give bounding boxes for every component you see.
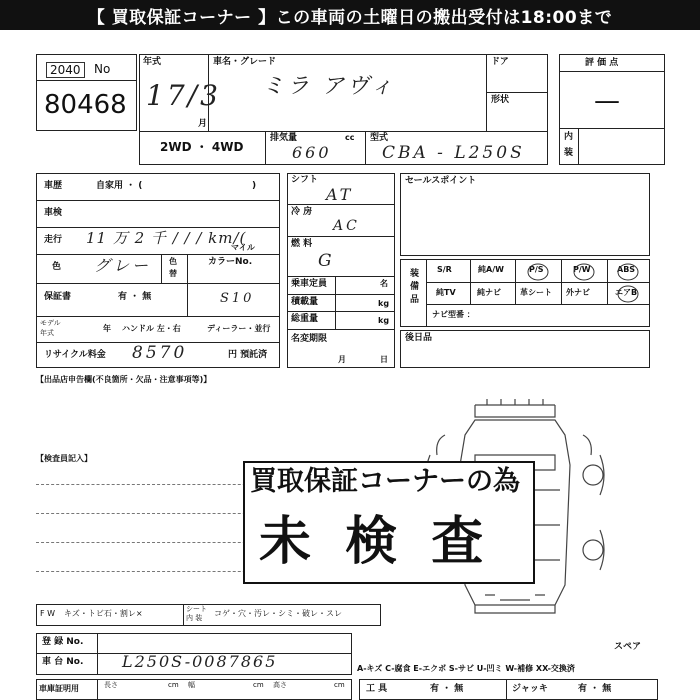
equip-abs: ABS	[617, 265, 636, 274]
seat-text: コゲ・穴・汚レ・シミ・破レ・スレ	[214, 609, 342, 618]
equipment-check-marks	[515, 259, 655, 304]
seat-label-1: シート	[186, 605, 207, 613]
model-label: 型式	[370, 133, 389, 143]
chassis-value: L250S-0087865	[122, 652, 278, 671]
damage-legend: A-キズ C-腐食 E-エクボ S-サビ U-凹ミ W-補修 XX-交換済	[357, 664, 575, 673]
rear-items-box	[400, 330, 650, 368]
model-value: CBA - L250S	[382, 143, 525, 163]
spare-label: スペア	[614, 642, 642, 652]
cert-width-unit: cm	[253, 681, 264, 689]
equip-power-steering: P/S	[529, 265, 544, 274]
cert-height-label: 高さ	[273, 681, 287, 689]
displacement-label: 排気量	[270, 133, 298, 143]
fuel-value: G	[318, 251, 335, 271]
fuel-label: 燃 料	[291, 239, 313, 249]
dealer-type: ディーラー・並行	[207, 324, 271, 333]
garage-cert-label: 車庫証明用	[39, 684, 79, 693]
interior-label-2: 装	[564, 148, 574, 158]
model-year-unit: 年	[103, 324, 111, 333]
seat-label-2: 内 装	[186, 614, 203, 622]
capacity-unit: 名	[380, 279, 388, 288]
history-close: )	[252, 181, 257, 191]
sales-point-label: セールスポイント	[405, 176, 477, 186]
ac-label: 冷 房	[291, 207, 313, 217]
history-text: 自家用 ・ (	[96, 181, 143, 191]
jack-value: 有 ・ 無	[578, 684, 612, 694]
capacity-label: 乗車定員	[291, 279, 328, 289]
stamp-line-1: 買取保証コーナーの為	[250, 466, 520, 497]
notice-label: 【出品店申告欄(不良箇所・欠品・注意事項等)】	[36, 375, 212, 384]
warranty-text: 有 ・ 無	[118, 292, 152, 302]
lot-code: 2040	[46, 62, 85, 78]
fw-text: キズ・トビ石・割レ×	[64, 609, 143, 618]
year-value: 17/3	[146, 79, 221, 112]
year-month-unit: 月	[198, 119, 208, 129]
lot-number: 80468	[44, 90, 127, 120]
car-name-label: 車名・グレード	[213, 57, 277, 67]
score-value: —	[594, 86, 620, 116]
drive-type: 2WD ・ 4WD	[160, 140, 244, 154]
lot-no-label: No	[94, 62, 111, 76]
cert-length-unit: cm	[168, 681, 179, 689]
rear-items-label: 後日品	[405, 333, 433, 343]
warranty-label: 保証書	[44, 292, 72, 302]
fw-label: F W	[40, 609, 56, 618]
color-label: 色	[52, 262, 62, 272]
shift-value: AT	[326, 185, 354, 204]
mileage-value: 11 万 2 千 / / / km/(	[86, 229, 247, 247]
recycle-label: リサイクル料金	[44, 350, 106, 360]
cert-length-label: 長さ	[104, 681, 118, 689]
gross-label: 総重量	[291, 314, 319, 324]
handle-side: ハンドル 左・右	[122, 324, 181, 333]
recycle-unit: 円 預託済	[228, 350, 268, 360]
name-change-day: 日	[380, 355, 388, 364]
equip-ext-navi: 外ナビ	[566, 288, 590, 297]
tools-value: 有 ・ 無	[430, 684, 464, 694]
inspector-label: 【検査員記入】	[36, 454, 92, 463]
equip-leather-seat: 革シート	[520, 288, 552, 297]
door-label: ドア	[491, 57, 509, 67]
equip-alloy-wheel: 純A/W	[478, 265, 504, 274]
equip-power-window: P/W	[573, 265, 591, 274]
year-label: 年式	[143, 57, 162, 67]
recycle-value: 8570	[132, 343, 188, 363]
color-no-label: カラーNo.	[208, 257, 253, 267]
color-swap-1: 色	[169, 257, 177, 266]
load-unit: kg	[378, 299, 390, 308]
gross-unit: kg	[378, 316, 390, 325]
header-banner: 【 買取保証コーナー 】この車両の土曜日の搬出受付は18:00まで	[0, 0, 700, 30]
shift-label: シフト	[291, 175, 319, 185]
equip-sr: S/R	[437, 265, 452, 274]
color-no-value: S10	[220, 291, 255, 306]
interior-label-1: 内	[564, 132, 574, 142]
car-name-value: ミラ アヴィ	[262, 74, 396, 99]
equip-tv: 純TV	[436, 288, 456, 297]
shape-label: 形状	[491, 95, 510, 105]
score-label: 評 価 点	[585, 58, 619, 68]
model-year-label-1: モデル	[40, 319, 61, 327]
ac-value: AC	[333, 218, 360, 234]
equip-airbag: エアB	[615, 288, 638, 297]
inspection-label: 車検	[44, 208, 63, 218]
displacement-value: 660	[292, 143, 332, 162]
equip-navi: 純ナビ	[477, 288, 501, 297]
equipment-label: 装備品	[408, 268, 418, 307]
jack-label: ジャッキ	[512, 684, 548, 694]
vehicle-details-box	[36, 173, 280, 368]
tools-label: 工 具	[366, 684, 388, 694]
registration-label: 登 録 No.	[42, 637, 84, 647]
mileage-unit-mile: マイル	[231, 243, 255, 252]
load-label: 積載量	[291, 297, 319, 307]
stamp-line-2: 未 検 査	[259, 512, 492, 572]
name-change-label: 名変期限	[291, 334, 328, 344]
displacement-unit: cc	[345, 133, 355, 142]
color-value: グレー	[94, 256, 152, 275]
navi-model-label: ナビ型番 ：	[432, 310, 475, 319]
cert-width-label: 幅	[188, 681, 195, 689]
name-change-month: 月	[338, 355, 346, 364]
history-label: 車歴	[44, 181, 63, 191]
chassis-label: 車 台 No.	[42, 657, 84, 667]
color-swap-2: 替	[169, 269, 177, 278]
cert-height-unit: cm	[334, 681, 345, 689]
mileage-label: 走行	[44, 235, 63, 245]
model-year-label-2: 年式	[40, 329, 54, 337]
